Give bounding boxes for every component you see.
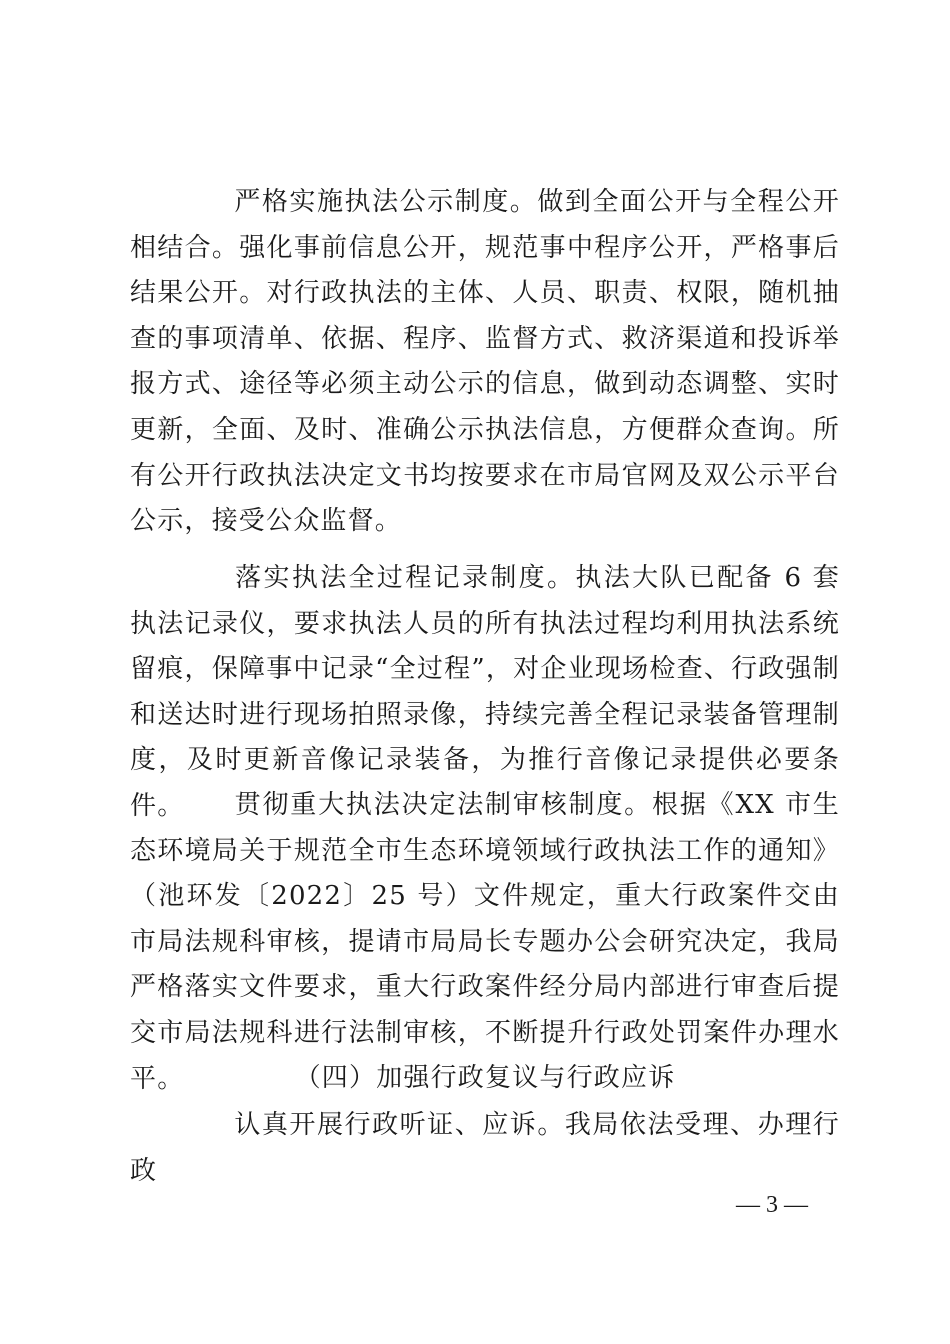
paragraph-legal-review bbox=[130, 783, 840, 1102]
page-number: — 3 — bbox=[736, 1192, 808, 1218]
paragraph-text: 贯彻重大执法决定法制审核制度。根据《XX 市生态环境局关于规范全市生态环境领域行政执法工作的通知》（池环发〔2022〕25 号）文件规定，重大行政案件交由市局法规科审核，提请市局局长专题办公会研究决定，我局严格落实文件要求，重大行政案件经分局内部进行审查后提交市局法规科进行法制审核，不断提升行政处罚案件办理水平。 bbox=[130, 790, 840, 1094]
paragraph-hearing-litigation bbox=[130, 1103, 840, 1194]
paragraph-text: 落实执法全过程记录制度。执法大队已配备 6 套执法记录仪，要求执法人员的所有执法过程均利用执法系统留痕，保障事中记录“全过程”，对企业现场检查、行政强制和送达时进行现场拍照录像，持续完善全程记录装备管理制度，及时更新音像记录装备，为推行音像记录提供必要条件。 bbox=[130, 563, 840, 821]
paragraph-disclosure-system bbox=[130, 180, 840, 545]
paragraph-text: 认真开展行政听证、应诉。我局依法受理、办理行政 bbox=[130, 1110, 840, 1186]
paragraph-text: 严格实施执法公示制度。做到全面公开与全程公开相结合。强化事前信息公开，规范事中程序公开，严格事后结果公开。对行政执法的主体、人员、职责、权限，随机抽查的事项清单、依据、程序、监督方式、救济渠道和投诉举报方式、途径等必须主动公示的信息，做到动态调整、实时更新，全面、及时、准确公示执法信息，方便群众查询。所有公开行政执法决定文书均按要求在市局官网及双公示平台公示，接受公众监督。 bbox=[130, 187, 840, 537]
section-heading: （四）加强行政复议与行政应诉 bbox=[294, 1063, 676, 1093]
